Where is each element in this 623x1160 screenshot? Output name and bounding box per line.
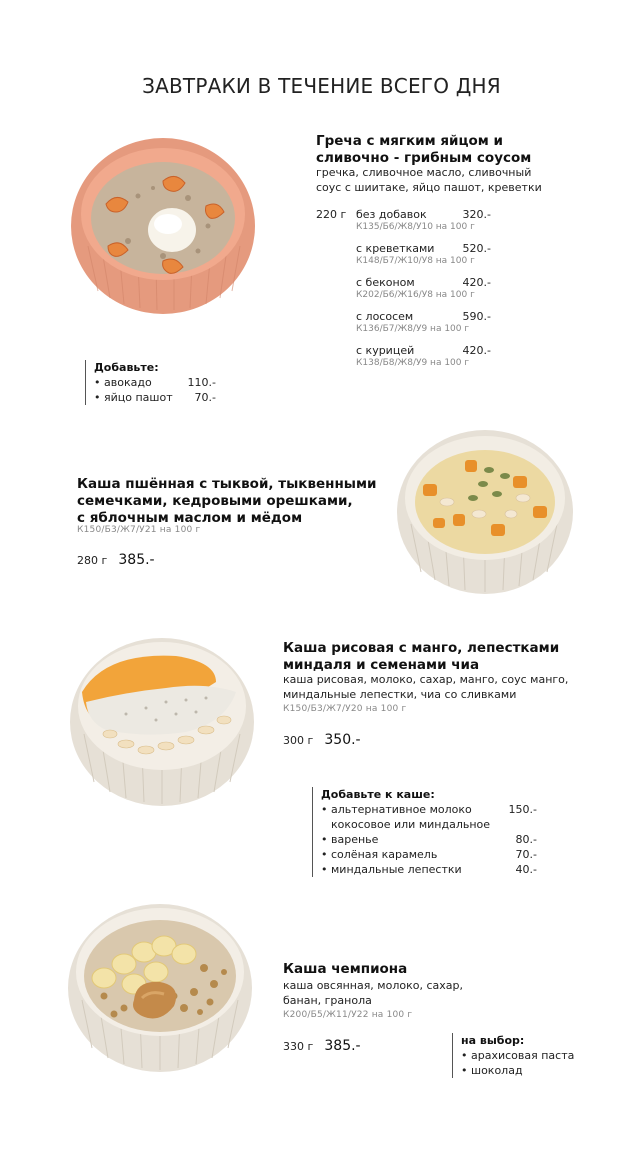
ingredients-line: каша овсянная, молоко, сахар,	[283, 979, 463, 992]
option-price: 420.-	[462, 276, 491, 289]
dish-nutrition: К150/Б3/Ж7/У21 на 100 г	[77, 525, 201, 535]
ingredients-line: банан, гранола	[283, 994, 372, 1007]
dish-price: 350.-	[324, 732, 361, 748]
dish-nutrition: К150/Б3/Ж7/У20 на 100 г	[283, 704, 407, 714]
dish-ingredients-buckwheat	[316, 165, 616, 195]
dish-photo-buckwheat	[68, 126, 258, 316]
option-name: без добавок	[356, 208, 427, 221]
bullet-icon: •	[321, 863, 328, 876]
addon-price: 70.-	[194, 391, 216, 404]
dish-weight-price	[77, 549, 155, 568]
dish-weight-price	[283, 1035, 361, 1054]
dish-title-line: сливочно - грибным соусом	[316, 150, 532, 166]
option-price: 420.-	[462, 344, 491, 357]
dish-weight-price	[283, 729, 361, 748]
choice-item	[461, 1063, 591, 1078]
addon-item	[321, 832, 537, 847]
option-price: 320.-	[462, 208, 491, 221]
dish-title-line: Греча с мягким яйцом и	[316, 133, 503, 149]
option-name: с креветками	[356, 242, 435, 255]
addons-buckwheat	[85, 360, 216, 405]
dish-photo-rice	[66, 622, 258, 808]
bullet-icon: •	[321, 803, 328, 816]
option-nutrition: К135/Б6/Ж8/У10 на 100 г	[356, 222, 475, 232]
dish-photo-oatmeal	[64, 888, 256, 1074]
ingredients-line: гречка, сливочное масло, сливочный	[316, 166, 532, 179]
addon-item	[321, 847, 537, 862]
addon-item	[94, 390, 216, 405]
dish-photo-millet	[393, 414, 577, 596]
addon-price: 80.-	[515, 833, 537, 846]
addon-subtitle: кокосовое или миндальное	[331, 818, 491, 831]
option-row	[356, 310, 491, 344]
option-name: с курицей	[356, 344, 415, 357]
option-row	[356, 276, 491, 310]
dish-title-line: с яблочным маслом и мёдом	[77, 510, 303, 526]
addon-name: авокадо	[104, 376, 152, 389]
choice-name: шоколад	[471, 1064, 523, 1077]
choice-oatmeal	[452, 1033, 591, 1078]
option-nutrition: К202/Б6/Ж16/У8 на 100 г	[356, 290, 475, 300]
option-row	[356, 242, 491, 276]
addon-price: 110.-	[187, 376, 216, 389]
dish-weight: 280 г	[77, 554, 108, 567]
option-price: 520.-	[462, 242, 491, 255]
option-nutrition: К148/Б7/Ж10/У8 на 100 г	[356, 256, 475, 266]
options-list-buckwheat	[356, 208, 491, 378]
addons-title: Добавьте к каше:	[321, 788, 435, 801]
option-row	[356, 344, 491, 378]
dish-title-line: Каша пшённая с тыквой, тыквенными	[77, 476, 377, 492]
dish-ingredients-rice	[283, 672, 603, 702]
ingredients-line: каша рисовая, молоко, сахар, манго, соус манго,	[283, 673, 569, 686]
dish-price: 385.-	[118, 552, 155, 568]
dish-title-oatmeal	[283, 961, 483, 978]
bullet-icon: •	[94, 391, 101, 404]
addon-name: яйцо пашот	[104, 391, 173, 404]
addons-title: Добавьте:	[94, 361, 159, 374]
option-name: с лососем	[356, 310, 414, 323]
page-title: ЗАВТРАКИ В ТЕЧЕНИЕ ВСЕГО ДНЯ	[142, 74, 501, 98]
addon-item	[321, 862, 537, 877]
dish-title-line: миндаля и семенами чиа	[283, 657, 480, 673]
addon-item	[94, 375, 216, 390]
dish-nutrition: К200/Б5/Ж11/У22 на 100 г	[283, 1010, 413, 1020]
option-nutrition: К138/Б8/Ж8/У9 на 100 г	[356, 358, 470, 368]
addon-item	[321, 802, 537, 817]
dish-weight: 300 г	[283, 734, 314, 747]
dish-weight: 330 г	[283, 1040, 314, 1053]
ingredients-line: миндальные лепестки, чиа со сливками	[283, 688, 517, 701]
bullet-icon: •	[94, 376, 101, 389]
choice-title: на выбор:	[461, 1034, 525, 1047]
bullet-icon: •	[321, 848, 328, 861]
dish-title-millet	[77, 476, 387, 527]
bullet-icon: •	[461, 1064, 468, 1077]
dish-ingredients-oatmeal	[283, 978, 483, 1008]
addon-price: 150.-	[508, 803, 537, 816]
dish-title-rice	[283, 640, 583, 674]
choice-item	[461, 1048, 591, 1063]
addons-rice	[312, 787, 537, 877]
choice-name: арахисовая паста	[471, 1049, 575, 1062]
addon-price: 70.-	[515, 848, 537, 861]
dish-title-line: Каша рисовая с манго, лепестками	[283, 640, 560, 656]
addon-name: солёная карамель	[331, 848, 438, 861]
option-nutrition: К136/Б7/Ж8/У9 на 100 г	[356, 324, 470, 334]
dish-title-line: Каша чемпиона	[283, 961, 408, 977]
dish-price: 385.-	[324, 1038, 361, 1054]
bullet-icon: •	[461, 1049, 468, 1062]
dish-title-line: семечками, кедровыми орешками,	[77, 493, 353, 509]
bullet-icon: •	[321, 833, 328, 846]
addon-name: миндальные лепестки	[331, 863, 462, 876]
option-name: с беконом	[356, 276, 415, 289]
option-row	[356, 208, 491, 242]
ingredients-line: соус с шиитаке, яйцо пашот, креветки	[316, 181, 542, 194]
addon-name: варенье	[331, 833, 379, 846]
addon-price: 40.-	[515, 863, 537, 876]
dish-weight: 220 г	[316, 208, 347, 221]
addon-name: альтернативное молоко	[331, 803, 472, 816]
option-price: 590.-	[462, 310, 491, 323]
dish-title-buckwheat	[316, 133, 616, 167]
